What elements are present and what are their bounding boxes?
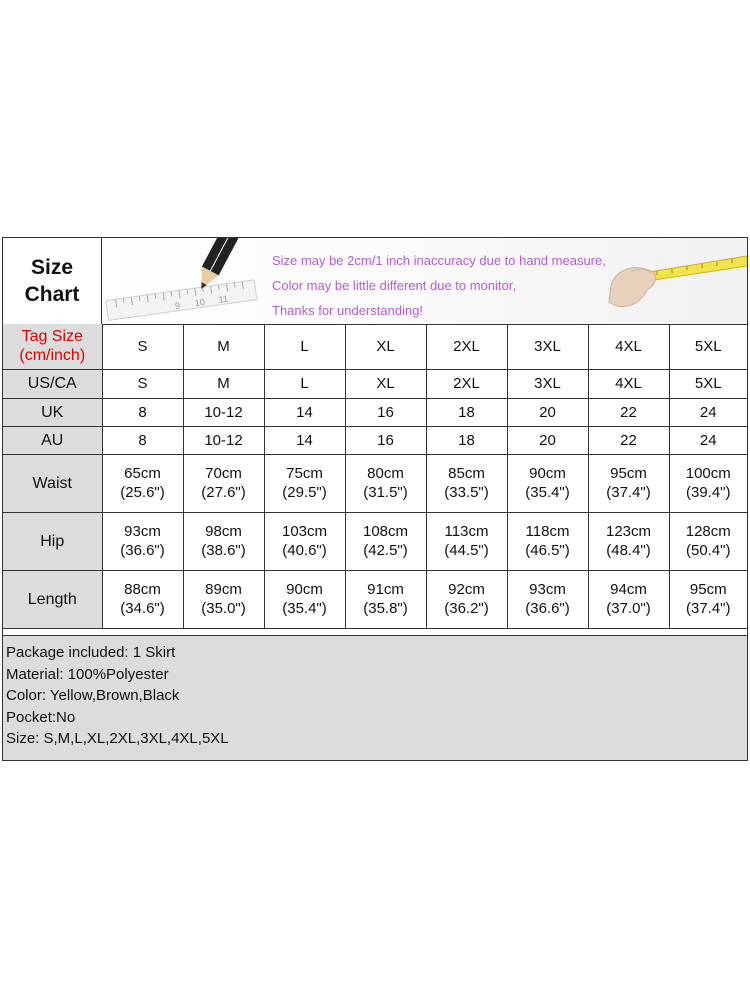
table-cell <box>183 454 264 512</box>
table-cell <box>102 570 183 628</box>
table-cell <box>345 570 426 628</box>
ruler-number: 10 <box>194 296 206 309</box>
ruler-number: 11 <box>217 293 229 305</box>
cell-value: 24 <box>699 431 717 449</box>
cell-value: 5XL <box>694 375 722 392</box>
table-cell <box>507 369 588 398</box>
cell-value: (39.4") <box>685 484 731 501</box>
cell-value: 8 <box>138 403 147 421</box>
table-cell <box>102 512 183 570</box>
cell-value: 10-12 <box>204 403 243 421</box>
table-cell <box>102 398 183 426</box>
table-cell <box>507 454 588 512</box>
cell-value: (25.6") <box>120 484 165 501</box>
cell-value: 123cm <box>605 523 652 540</box>
cell-value: 2XL <box>453 375 480 392</box>
table-cell <box>345 454 426 512</box>
table-cell <box>669 570 747 628</box>
cell-value: (44.5") <box>444 542 489 559</box>
table-cell <box>507 512 588 570</box>
table-cell <box>507 398 588 426</box>
cell-value: (36.6") <box>120 542 165 559</box>
cell-value: 93cm <box>529 581 566 598</box>
measuring-tape-icon <box>597 242 747 322</box>
cell-value: 88cm <box>124 581 161 598</box>
row-label: US/CA <box>3 369 102 398</box>
cell-value: 90cm <box>286 581 323 598</box>
row-label: Waist <box>3 454 102 512</box>
product-info <box>3 635 747 760</box>
info-pocket: Pocket:No <box>6 708 76 726</box>
cell-value: 18 <box>458 431 475 449</box>
cell-value: 108cm <box>362 523 409 540</box>
table-cell <box>426 426 507 454</box>
cell-value: 3XL <box>534 375 561 392</box>
cell-value: 98cm <box>205 523 242 540</box>
cell-value: 16 <box>377 403 394 421</box>
table-cell <box>264 398 345 426</box>
cell-value: (35.0") <box>201 600 246 617</box>
info-color: Color: Yellow,Brown,Black <box>6 687 180 704</box>
tag-size-label-line: Tag Size <box>21 328 83 346</box>
cell-value: 22 <box>620 431 637 449</box>
table-row <box>3 426 747 454</box>
cell-value: 89cm <box>205 581 242 598</box>
table-cell <box>264 426 345 454</box>
table-cell <box>669 512 747 570</box>
table-cell <box>345 398 426 426</box>
size-header-cell: 5XL <box>669 324 747 369</box>
cell-value: 65cm <box>124 465 161 482</box>
row-label: Length <box>3 570 102 628</box>
row-label: UK <box>3 398 102 426</box>
size-header-cell: M <box>183 324 264 369</box>
cell-value: 20 <box>539 431 556 449</box>
banner-note: Color may be little different due to monitor, <box>272 278 516 293</box>
table-cell <box>345 512 426 570</box>
chart-title-line1: Size <box>30 256 74 279</box>
cell-value: (34.6") <box>120 600 165 617</box>
cell-value: 90cm <box>529 465 566 482</box>
cell-value: XL <box>376 375 395 392</box>
cell-value: (42.5") <box>363 542 408 559</box>
table-cell <box>669 426 747 454</box>
cell-value: 8 <box>138 431 147 449</box>
cell-value: 95cm <box>689 581 727 598</box>
cell-value: 16 <box>377 431 394 449</box>
table-cell <box>669 369 747 398</box>
table-row <box>3 570 747 628</box>
cell-value: M <box>217 375 230 392</box>
cell-value: (38.6") <box>201 542 246 559</box>
cell-value: 128cm <box>685 523 731 540</box>
row-label: Hip <box>3 512 102 570</box>
size-header-cell: 3XL <box>507 324 588 369</box>
cell-value: (37.4") <box>685 600 731 617</box>
cell-value: (37.0") <box>606 600 651 617</box>
tag-size-label-line: (cm/inch) <box>19 347 86 365</box>
table-cell <box>588 512 669 570</box>
table-cell <box>183 512 264 570</box>
cell-value: (35.8") <box>363 600 408 617</box>
cell-value: 85cm <box>448 465 485 482</box>
cell-value: (35.4") <box>282 600 327 617</box>
table-row <box>3 324 747 369</box>
table-cell <box>183 570 264 628</box>
cell-value: (33.5") <box>444 484 489 501</box>
size-header-cell: 2XL <box>426 324 507 369</box>
table-row <box>3 454 747 512</box>
table-cell <box>426 512 507 570</box>
cell-value: 4XL <box>615 375 642 392</box>
size-chart <box>2 237 748 761</box>
cell-value: 24 <box>699 403 717 421</box>
table-cell <box>426 398 507 426</box>
table-cell <box>264 570 345 628</box>
table-cell <box>345 369 426 398</box>
ruler-pencil-icon <box>102 238 262 324</box>
table-cell <box>183 369 264 398</box>
table-cell <box>264 369 345 398</box>
size-header-cell: XL <box>345 324 426 369</box>
cell-value: 118cm <box>525 523 570 540</box>
cell-value: 93cm <box>124 523 161 540</box>
size-header-cell: 4XL <box>588 324 669 369</box>
cell-value: (35.4") <box>525 484 570 501</box>
table-cell <box>345 426 426 454</box>
banner-note: Thanks for understanding! <box>272 303 424 318</box>
measure-banner <box>102 238 747 324</box>
cell-value: (40.6") <box>282 542 327 559</box>
cell-value: 92cm <box>448 581 485 598</box>
table-cell <box>507 570 588 628</box>
cell-value: S <box>137 375 148 392</box>
cell-value: 100cm <box>685 465 731 482</box>
table-cell <box>102 426 183 454</box>
cell-value: 80cm <box>367 465 404 482</box>
table-cell <box>183 426 264 454</box>
table-cell <box>426 570 507 628</box>
row-label: AU <box>3 426 102 454</box>
cell-value: 95cm <box>610 465 647 482</box>
cell-value: 18 <box>458 403 475 421</box>
cell-value: 10-12 <box>204 431 243 449</box>
table-cell <box>588 398 669 426</box>
table-cell <box>426 369 507 398</box>
ruler-number: 9 <box>174 300 181 311</box>
info-size: Size: S,M,L,XL,2XL,3XL,4XL,5XL <box>6 730 229 747</box>
chart-title <box>3 238 102 324</box>
table-cell <box>588 454 669 512</box>
cell-value: (46.5") <box>525 542 570 559</box>
table-cell <box>183 398 264 426</box>
cell-value: (29.5") <box>282 484 327 501</box>
cell-value: (37.4") <box>606 484 651 501</box>
cell-value: 94cm <box>610 581 647 598</box>
table-row <box>3 512 747 570</box>
tag-size-label <box>3 324 102 369</box>
cell-value: (36.2") <box>444 600 489 617</box>
size-header-cell: L <box>264 324 345 369</box>
banner-note: Size may be 2cm/1 inch inaccuracy due to hand measure, <box>272 253 606 268</box>
table-cell <box>264 512 345 570</box>
cell-value: 103cm <box>281 523 328 540</box>
table-cell <box>588 369 669 398</box>
cell-value: 70cm <box>205 465 242 482</box>
table-cell <box>588 570 669 628</box>
cell-value: 20 <box>539 403 556 421</box>
cell-value: 113cm <box>444 523 489 540</box>
size-table <box>3 324 747 629</box>
table-cell <box>588 426 669 454</box>
cell-value: 14 <box>296 431 313 449</box>
info-material: Material: 100%Polyester <box>6 665 169 683</box>
cell-value: (48.4") <box>606 542 651 559</box>
cell-value: (36.6") <box>525 600 570 617</box>
cell-value: 75cm <box>286 465 323 482</box>
table-cell <box>264 454 345 512</box>
cell-value: L <box>300 375 309 392</box>
table-cell <box>669 454 747 512</box>
chart-title-line2: Chart <box>24 283 80 306</box>
cell-value: 91cm <box>367 581 404 598</box>
table-cell <box>102 369 183 398</box>
table-row <box>3 398 747 426</box>
cell-value: (27.6") <box>201 484 246 501</box>
table-cell <box>669 398 747 426</box>
cell-value: (31.5") <box>363 484 408 501</box>
info-package: Package included: 1 Skirt <box>6 644 176 661</box>
size-header-cell: S <box>102 324 183 369</box>
table-row <box>3 369 747 398</box>
table-cell <box>102 454 183 512</box>
cell-value: (50.4") <box>685 542 731 559</box>
table-cell <box>507 426 588 454</box>
table-cell <box>426 454 507 512</box>
cell-value: 22 <box>620 403 637 421</box>
cell-value: 14 <box>296 403 313 421</box>
chart-header <box>3 238 747 325</box>
